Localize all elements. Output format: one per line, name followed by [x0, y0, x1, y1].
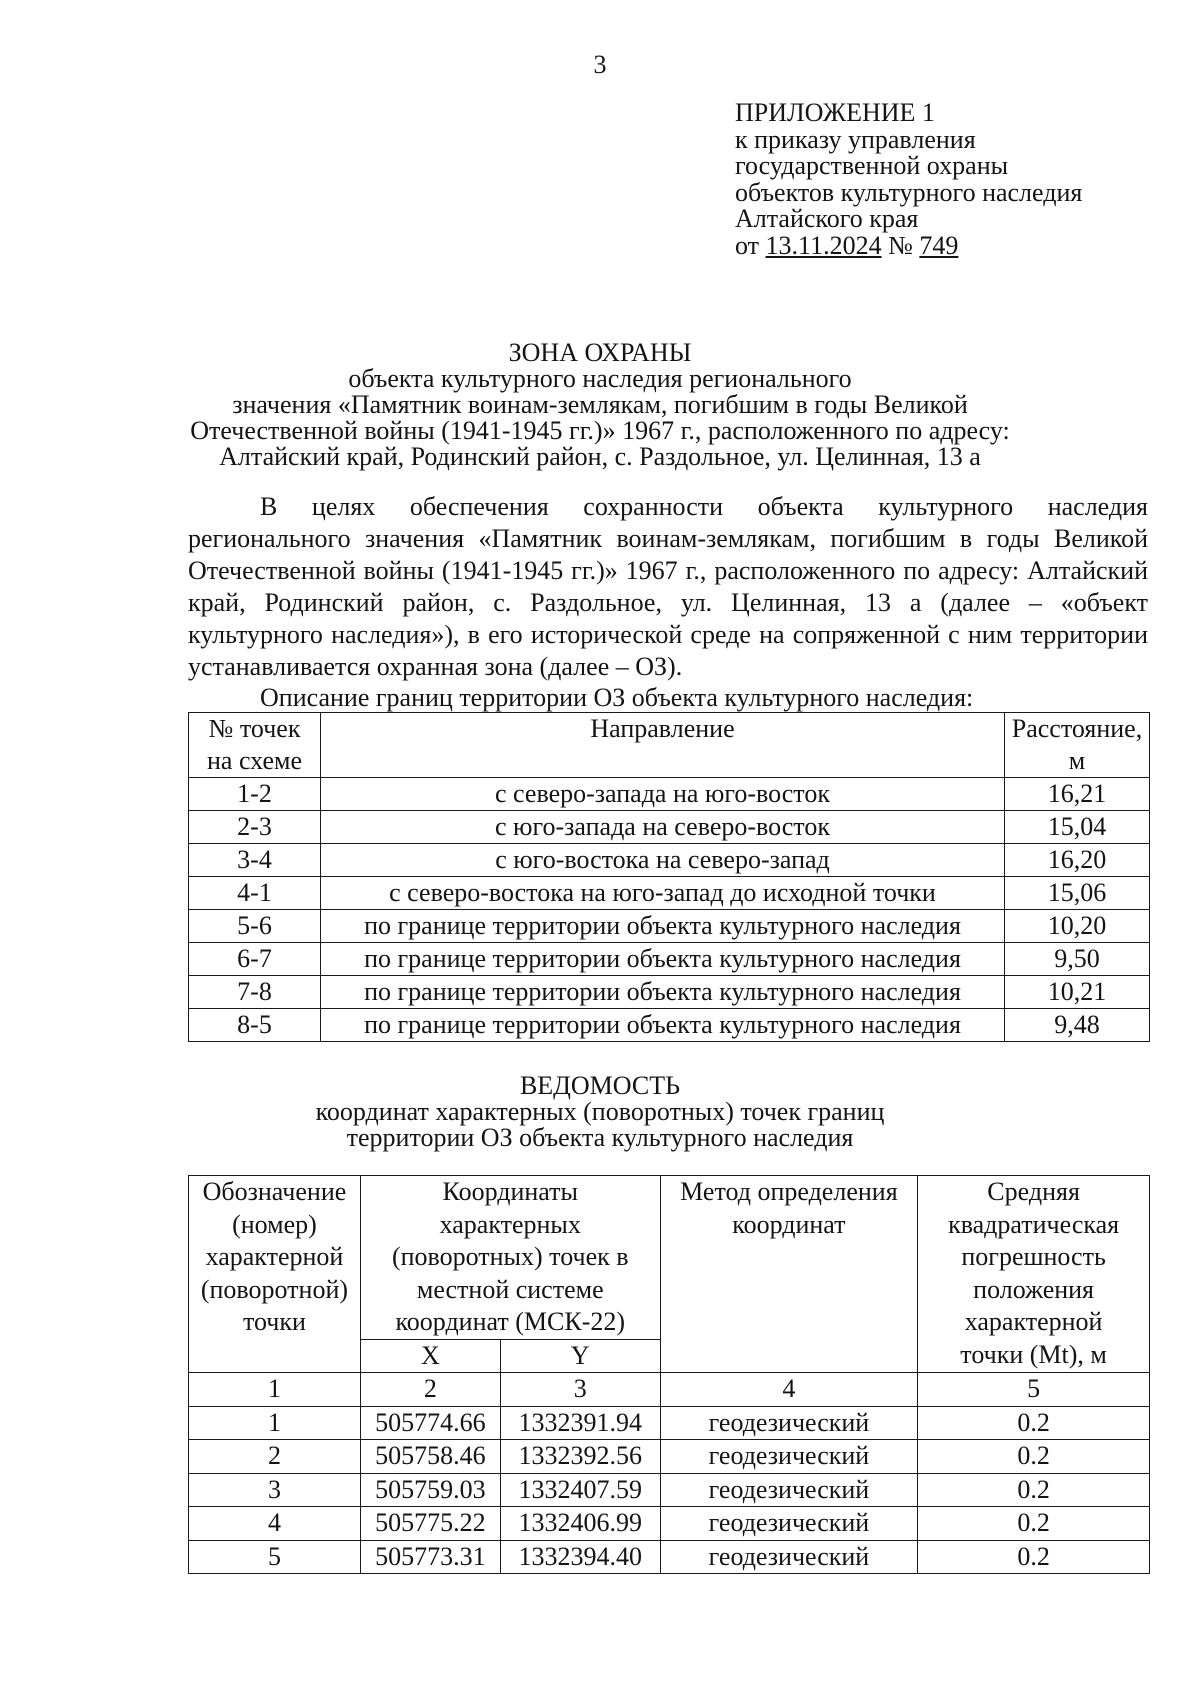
points-cell: 2-3 [189, 811, 321, 844]
mt-cell: 0.2 [918, 1540, 1150, 1574]
header-text: координат (МСК-22) [395, 1307, 626, 1336]
table-header-row [189, 713, 1150, 778]
header-text: Расстояние, [1011, 714, 1143, 743]
direction-cell: по границе территории объекта культурного наследия [321, 976, 1005, 1009]
zone-heading [150, 340, 1050, 470]
points-cell: 7-8 [189, 976, 321, 1009]
header-text: точки [242, 1307, 306, 1336]
header-text: положения [973, 1274, 1095, 1304]
x-cell: 505774.66 [360, 1406, 500, 1440]
column-number: 2 [360, 1373, 500, 1407]
point-cell: 3 [189, 1473, 361, 1507]
direction-cell: по границе территории объекта культурного наследия [321, 943, 1005, 976]
table-row [189, 844, 1150, 877]
table-row [189, 1406, 1150, 1440]
order-number: 749 [919, 230, 959, 260]
number-prefix: № [888, 230, 913, 260]
zone-subtitle-line: Отечественной войны (1941-1945 гг.)» 1967 г., расположенного по адресу: [190, 416, 1010, 445]
direction-cell: с юго-запада на северо-восток [321, 811, 1005, 844]
distance-cell: 9,48 [1004, 1009, 1149, 1042]
zone-subtitle-line: Алтайский край, Родинский район, с. Раздольное, ул. Целинная, 13 а [219, 442, 981, 471]
points-cell: 8-5 [189, 1009, 321, 1042]
order-date: 13.11.2024 [765, 230, 882, 260]
direction-cell: с северо-востока на юго-запад до исходной точки [321, 877, 1005, 910]
table-row [189, 1009, 1150, 1042]
header-cell: Направление [321, 713, 1005, 778]
header-text: Обозначение [202, 1177, 347, 1206]
table-row [189, 1540, 1150, 1574]
header-text: погрешность [961, 1242, 1106, 1271]
y-cell: 1332392.56 [500, 1440, 660, 1474]
distance-cell: 10,21 [1004, 976, 1149, 1009]
boundary-table [188, 712, 1150, 1042]
table-row [189, 877, 1150, 910]
direction-cell: с юго-востока на северо-запад [321, 844, 1005, 877]
table-row [189, 910, 1150, 943]
appendix-line: государственной охраны [735, 151, 1009, 180]
vedomost-subtitle-line: координат характерных (поворотных) точек границ [315, 1097, 885, 1126]
header-text: Метод определения [680, 1177, 898, 1206]
distance-cell: 16,21 [1004, 778, 1149, 811]
point-cell: 5 [189, 1540, 361, 1574]
table-row [189, 1440, 1150, 1474]
y-header: Y [500, 1339, 660, 1373]
distance-cell: 9,50 [1004, 943, 1149, 976]
table-row [189, 943, 1150, 976]
designation-header [189, 1176, 361, 1373]
appendix-date-line [735, 230, 1082, 260]
header-text: координат [732, 1209, 846, 1239]
zone-subtitle-line: значения «Памятник воинам-землякам, погибшим в годы Великой [232, 390, 968, 419]
table-row [189, 976, 1150, 1009]
method-cell: геодезический [660, 1507, 918, 1541]
points-cell: 1-2 [189, 778, 321, 811]
points-cell: 5-6 [189, 910, 321, 943]
coords-header [360, 1176, 660, 1340]
method-cell: геодезический [660, 1406, 918, 1440]
direction-cell: по границе территории объекта культурного наследия [321, 1009, 1005, 1042]
points-cell: 6-7 [189, 943, 321, 976]
header-cell [189, 713, 321, 778]
coordinates-table [188, 1175, 1150, 1574]
method-cell: геодезический [660, 1440, 918, 1474]
table-row [189, 1507, 1150, 1541]
header-text: Средняя [987, 1177, 1080, 1206]
distance-cell: 15,04 [1004, 811, 1149, 844]
table-row [189, 778, 1150, 811]
point-cell: 2 [189, 1440, 361, 1474]
x-cell: 505775.22 [360, 1507, 500, 1541]
boundary-table-caption: Описание границ территории ОЗ объекта культурного наследия: [260, 683, 974, 712]
table-row [189, 1473, 1150, 1507]
vedomost-heading [150, 1073, 1050, 1151]
header-text: характерной [964, 1307, 1103, 1336]
header-text: точки (Mt), м [960, 1339, 1107, 1369]
column-number-row [189, 1373, 1150, 1407]
header-cell [1004, 713, 1149, 778]
appendix-header [735, 100, 1082, 259]
point-cell: 1 [189, 1406, 361, 1440]
column-number: 4 [660, 1373, 918, 1407]
x-cell: 505759.03 [360, 1473, 500, 1507]
mt-cell: 0.2 [918, 1507, 1150, 1541]
header-text: (номер) [232, 1209, 317, 1239]
header-text: м [1068, 746, 1086, 775]
column-number: 1 [189, 1373, 361, 1407]
y-cell: 1332407.59 [500, 1473, 660, 1507]
x-cell: 505758.46 [360, 1440, 500, 1474]
zone-title: ЗОНА ОХРАНЫ [508, 338, 692, 367]
y-cell: 1332391.94 [500, 1406, 660, 1440]
header-text: квадратическая [948, 1209, 1120, 1239]
mt-cell: 0.2 [918, 1473, 1150, 1507]
mt-cell: 0.2 [918, 1440, 1150, 1474]
vedomost-subtitle-line: территории ОЗ объекта культурного наследия [346, 1123, 854, 1152]
appendix-line: Алтайского края [735, 204, 919, 233]
appendix-title: ПРИЛОЖЕНИЕ 1 [735, 98, 935, 127]
x-cell: 505773.31 [360, 1540, 500, 1574]
zone-subtitle-line: объекта культурного наследия регионального [348, 364, 852, 393]
body-paragraph: В целях обеспечения сохранности объекта культурного наследия регионального значения «Памятник воинам-землякам, погибшим в годы Великой Отечественной войны (1941-1945 гг.)» 1967 г., расположенного по адресу: Алтайский край, Родинский район, с. Раздольное, ул. Целинная, 13 а (далее – «объект культурного наследия»), в его исторической среде на сопряженной с ним территории устанавливается охранная зона (далее – ОЗ). [188, 492, 1148, 681]
point-cell: 4 [189, 1507, 361, 1541]
page-number: 3 [593, 50, 607, 79]
points-cell: 3-4 [189, 844, 321, 877]
header-text: на схеме [206, 746, 303, 775]
header-text: Координаты [442, 1177, 578, 1206]
header-text: характерных [439, 1209, 581, 1239]
header-text: характерной [205, 1242, 344, 1271]
method-header [660, 1176, 918, 1373]
table-header-row [189, 1176, 1150, 1340]
header-text: местной системе [416, 1274, 604, 1304]
table-row [189, 811, 1150, 844]
column-number: 5 [918, 1373, 1150, 1407]
mt-cell: 0.2 [918, 1406, 1150, 1440]
distance-cell: 10,20 [1004, 910, 1149, 943]
distance-cell: 15,06 [1004, 877, 1149, 910]
from-prefix: от [735, 230, 760, 260]
header-text: (поворотной) [200, 1274, 349, 1304]
error-header [918, 1176, 1150, 1373]
x-header: X [360, 1339, 500, 1373]
direction-cell: с северо-запада на юго-восток [321, 778, 1005, 811]
appendix-line: объектов культурного наследия [735, 177, 1083, 207]
vedomost-title: ВЕДОМОСТЬ [519, 1071, 681, 1100]
direction-cell: по границе территории объекта культурного наследия [321, 910, 1005, 943]
column-number: 3 [500, 1373, 660, 1407]
points-cell: 4-1 [189, 877, 321, 910]
y-cell: 1332394.40 [500, 1540, 660, 1574]
appendix-line: к приказу управления [735, 124, 976, 154]
method-cell: геодезический [660, 1540, 918, 1574]
header-text: № точек [208, 714, 301, 743]
method-cell: геодезический [660, 1473, 918, 1507]
y-cell: 1332406.99 [500, 1507, 660, 1541]
distance-cell: 16,20 [1004, 844, 1149, 877]
header-text: (поворотных) точек в [391, 1242, 629, 1271]
